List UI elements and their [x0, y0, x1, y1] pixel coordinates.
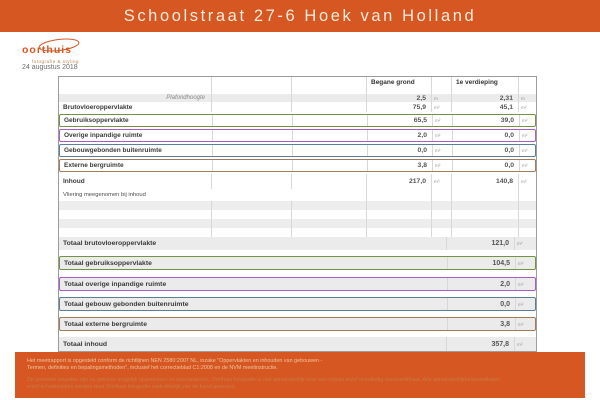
total-value: 3,8 [447, 318, 515, 330]
grid-line [431, 201, 432, 237]
row-label: Gebruiksoppervlakte [64, 117, 129, 124]
row-label: Externe bergruimte [64, 162, 124, 169]
unit-begane-grond: m² [431, 102, 451, 112]
row-label: Overige inpandige ruimte [64, 132, 143, 139]
total-row [59, 297, 536, 311]
total-value: 121,0 [446, 237, 514, 250]
total-row [59, 237, 536, 250]
table-row [59, 144, 536, 157]
table-row [59, 159, 536, 172]
grid-line [518, 201, 519, 237]
value-begane-grond: 3,8 [367, 160, 432, 171]
unit-1e-verdieping: m² [519, 145, 537, 156]
company-logo [22, 40, 112, 64]
value-1e-verdieping: 0,0 [452, 130, 519, 141]
row-label: Plafondhoogte [166, 95, 205, 101]
grid-line [451, 201, 452, 237]
grid-line [366, 201, 367, 237]
table-header-row [59, 77, 536, 94]
value-1e-verdieping: 45,1 [451, 102, 518, 112]
total-unit: m² [515, 257, 537, 269]
report-date: 24 augustus 2018 [22, 64, 78, 71]
unit-1e-verdieping: m² [519, 115, 537, 126]
total-unit: m² [515, 318, 537, 330]
unit-1e-verdieping: m² [519, 160, 537, 171]
grid-line [291, 201, 292, 237]
unit-begane-grond [431, 189, 451, 201]
total-unit: m³ [514, 337, 536, 351]
unit-1e-verdieping: m [518, 94, 536, 102]
grid-line [211, 201, 212, 237]
total-unit: m² [515, 278, 537, 290]
table-row [59, 94, 536, 102]
value-begane-grond: 0,0 [367, 145, 432, 156]
total-value: 2,0 [447, 278, 515, 290]
measurement-table [58, 76, 537, 352]
total-row [59, 337, 536, 351]
value-1e-verdieping: 0,0 [452, 160, 519, 171]
unit-begane-grond: m² [432, 145, 452, 156]
logo-tagline: fotografie & styling [32, 59, 80, 64]
value-1e-verdieping: 2,31 [451, 94, 518, 102]
value-begane-grond [366, 189, 431, 201]
value-1e-verdieping: 140,8 [451, 174, 518, 189]
unit-begane-grond: m² [432, 130, 452, 141]
empty-rows [59, 201, 536, 237]
row-label: Vliering meegenomen bij inhoud [63, 192, 146, 198]
row-label: Brutovloeroppervlakte [63, 103, 133, 111]
total-row [59, 317, 536, 331]
row-label: Gebouwgebonden buitenruimte [64, 147, 162, 154]
table-row [59, 102, 536, 112]
total-label: Totaal brutovloeroppervlakte [63, 240, 157, 247]
table-row [59, 114, 536, 127]
table-body [59, 94, 536, 201]
value-begane-grond: 75,9 [366, 102, 431, 112]
logo-wordmark: oorthuis [22, 44, 72, 56]
unit-1e-verdieping: m² [519, 130, 537, 141]
value-begane-grond: 2,5 [366, 94, 431, 102]
total-label: Totaal overige inpandige ruimte [64, 280, 167, 288]
value-1e-verdieping: 39,0 [452, 115, 519, 126]
total-value: 104,5 [447, 257, 515, 269]
table-row [59, 174, 536, 189]
unit-begane-grond: m [431, 94, 451, 102]
column-header-begane-grond: Begane grond [366, 77, 431, 94]
value-begane-grond: 2,0 [367, 130, 432, 141]
total-row [59, 256, 536, 270]
unit-begane-grond: m³ [431, 174, 451, 189]
total-label: Totaal gebouw gebonden buitenruimte [64, 300, 189, 308]
unit-1e-verdieping: m² [518, 102, 536, 112]
value-begane-grond: 65,5 [367, 115, 432, 126]
row-label: Inhoud [63, 178, 85, 185]
page-title: Schoolstraat 27-6 Hoek van Holland [123, 6, 477, 25]
total-label: Totaal inhoud [63, 340, 108, 348]
total-row [59, 277, 536, 291]
unit-1e-verdieping [518, 189, 536, 201]
total-value: 357,8 [446, 337, 514, 351]
unit-1e-verdieping: m³ [518, 174, 536, 189]
disclaimer-paragraph-1: Het meetrapport is opgesteld conform de richtlijnen NEN 2580:2007 NL, inzake "Oppervlakten en inhouden van gebouwen - Termen, definities en bepalingsmethoden", inclusief het correctieblad C1:2008 en de NVM meetinstructie. [27, 358, 323, 372]
unit-begane-grond: m² [432, 160, 452, 171]
value-1e-verdieping: 0,0 [452, 145, 519, 156]
table-totals [59, 237, 536, 351]
total-label: Totaal externe bergruimte [64, 320, 147, 328]
title-bar [0, 0, 600, 32]
value-begane-grond: 217,0 [366, 174, 431, 189]
table-row [59, 189, 536, 201]
total-unit: m² [515, 298, 537, 310]
disclaimer-paragraph-2: De gemeten waarden zijn zo getrouw mogelijk opgenomen en weergegeven. Oorthuis fotografie is niet aansprakelijk voor een onjuist en/of onvolledig meetcertificaat. Alle aansprakelijkheidsstellingen en/of schadeclaims worden door Oorthuis fotografie nadrukkelijk van de hand gewezen. [27, 376, 501, 390]
column-header-1e-verdieping: 1e verdieping [451, 77, 518, 94]
value-1e-verdieping [451, 189, 518, 201]
unit-begane-grond: m² [432, 115, 452, 126]
total-label: Totaal gebruiksoppervlakte [64, 259, 152, 267]
total-unit: m² [514, 237, 536, 250]
total-value: 0,0 [447, 298, 515, 310]
disclaimer-footer [15, 352, 585, 398]
table-row [59, 129, 536, 142]
